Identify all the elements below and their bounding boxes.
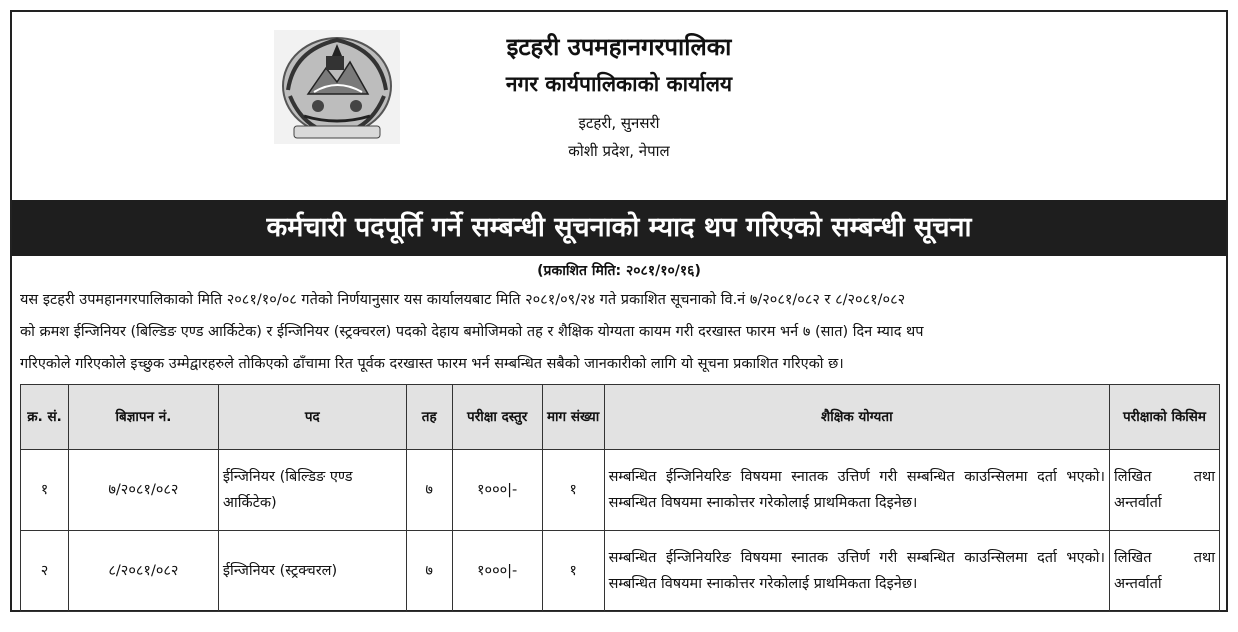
notice-page [10, 10, 1228, 612]
cell-exam-fee: १०००|- [452, 531, 542, 612]
cell-exam-type: लिखित तथा अन्तर्वार्ता [1110, 531, 1220, 612]
notice-body [20, 284, 1218, 380]
cell-demand: १ [542, 450, 604, 531]
cell-level: ७ [406, 450, 452, 531]
table-row [21, 450, 1220, 531]
cell-post: ईन्जिनियर (बिल्डिङ एण्ड आर्किटेक) [218, 450, 406, 531]
cell-qualification: सम्बन्धित ईन्जिनियरिङ विषयमा स्नातक उत्तिर्ण गरी सम्बन्धित काउन्सिलमा दर्ता भएको। सम्बन्धित विषयमा स्नाकोत्तर गरेकोलाई प्राथमिकता दिइनेछ। [604, 531, 1109, 612]
header-qualification: शैक्षिक योग्यता [604, 385, 1109, 450]
header-demand: माग संख्या [542, 385, 604, 450]
cell-level: ७ [406, 531, 452, 612]
cell-sn: २ [21, 531, 69, 612]
cell-exam-type: लिखित तथा अन्तर्वार्ता [1110, 450, 1220, 531]
cell-exam-fee: १०००|- [452, 450, 542, 531]
office-name: नगर कार्यपालिकाको कार्यालय [505, 72, 733, 96]
org-name: इटहरी उपमहानगरपालिका [506, 33, 732, 61]
table-header-row [21, 385, 1220, 450]
header-level: तह [406, 385, 452, 450]
table-row [21, 531, 1220, 612]
cell-sn: १ [21, 450, 69, 531]
cell-demand: १ [542, 531, 604, 612]
published-date: (प्रकाशित मिति: २०८१/१०/१६) [537, 263, 701, 279]
cell-ad-no: ७/२०८१/०८२ [68, 450, 218, 531]
header-ad-no: बिज्ञापन नं. [68, 385, 218, 450]
notice-body-line: गरिएकोले गरिएकोले इच्छुक उम्मेद्वारहरुले तोकिएको ढाँचामा रित पूर्वक दरखास्त फारम भर्न सम्बन्धित सबैको जानकारीको लागि यो सूचना प्रकाशित गरिएको छ। [20, 356, 844, 372]
notice-body-line: यस इटहरी उपमहानगरपालिकाको मिति २०८१/१०/०८ गतेको निर्णयानुसार यस कार्यालयबाट मिति २०८१/०९/२४ गते प्रकाशित सूचनाको वि.नं ७/२०८१/०८२ र ८/२०८१/०८२ [20, 292, 906, 308]
header-exam-type: परीक्षाको किसिम [1110, 385, 1220, 450]
notice-header [12, 12, 1226, 197]
address-line-1: इटहरी, सुनसरी [578, 114, 660, 132]
notice-title: कर्मचारी पदपूर्ति गर्ने सम्बन्धी सूचनाको म्याद थप गरिएको सम्बन्धी सूचना [12, 200, 1226, 256]
header-sn: क्र. सं. [21, 385, 69, 450]
notice-body-line: को क्रमश ईन्जिनियर (बिल्डिङ एण्ड आर्किटेक) र ईन्जिनियर (स्ट्रक्चरल) पदको देहाय बमोजिमको तह र शैक्षिक योग्यता कायम गरी दरखास्त फारम भर्न ७ (सात) दिन म्याद थप [20, 324, 924, 340]
vacancy-table [20, 384, 1220, 612]
cell-qualification: सम्बन्धित ईन्जिनियरिङ विषयमा स्नातक उत्तिर्ण गरी सम्बन्धित काउन्सिलमा दर्ता भएको। सम्बन्धित विषयमा स्नाकोत्तर गरेकोलाई प्राथमिकता दिइनेछ। [604, 450, 1109, 531]
cell-ad-no: ८/२०८१/०८२ [68, 531, 218, 612]
header-post: पद [218, 385, 406, 450]
header-exam-fee: परीक्षा दस्तुर [452, 385, 542, 450]
cell-post: ईन्जिनियर (स्ट्रक्चरल) [218, 531, 406, 612]
address-line-2: कोशी प्रदेश, नेपाल [568, 142, 670, 160]
